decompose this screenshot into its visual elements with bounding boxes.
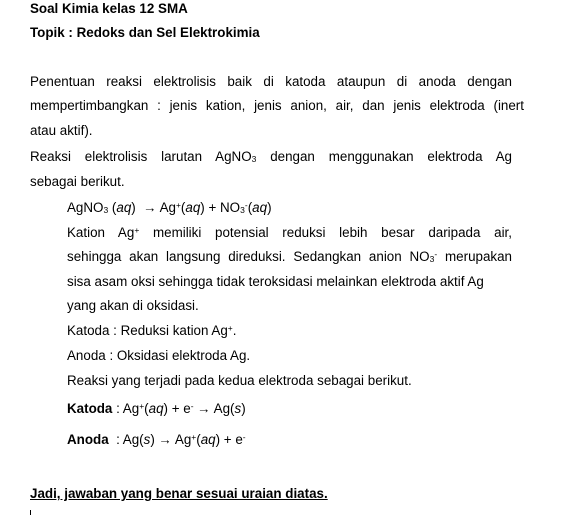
explanation-line-4: yang akan di oksidasi. [67,298,199,313]
intro-line-4: Reaksi elektrolisis larutan AgNO$_3$ dengan menggunakan elektroda Ag [30,149,512,164]
intro-line-1: Penentuan reaksi elektrolisis baik di katoda ataupun di anoda dengan [30,74,512,89]
katoda-label: Katoda [67,401,113,416]
explanation-line-1: Kation Ag+ memiliki potensial reduksi lebih besar daripada air, [67,225,512,240]
katoda-reaction: Katoda : Ag+(aq) + e- → Ag(s) [67,401,246,416]
reaction-intro: Reaksi yang terjadi pada kedua elektroda sebagai berikut. [67,373,412,388]
main-equation: AgNO$_3$ $(aq) \to Ag^+(aq) + NO_3^-(aq)$ [67,200,272,215]
document-title: Soal Kimia kelas 12 SMA [30,1,188,16]
anoda-note: Anoda : Oksidasi elektroda Ag. [67,348,251,363]
anoda-label: Anoda [67,432,109,447]
document-topic: Topik : Redoks dan Sel Elektrokimia [30,25,260,40]
anoda-reaction: Anoda : Ag(s) → Ag+(aq) + e- [67,432,246,447]
explanation-line-3: sisa asam oksi sehingga tidak teroksidasi melainkan elektroda aktif Ag [67,274,484,289]
text-cursor [30,510,31,515]
intro-line-2: mempertimbangkan : jenis kation, jenis anion, air, dan jenis elektroda (inert [30,98,524,113]
conclusion: Jadi, jawaban yang benar sesuai uraian diatas. [30,486,328,501]
explanation-line-2: sehingga akan langsung direduksi. Sedangkan anion $NO_3^-$ merupakan [67,249,513,264]
intro-line-5: sebagai berikut. [30,174,125,189]
katoda-note: Katoda : Reduksi kation Ag+. [67,323,237,338]
intro-line-3: atau aktif). [30,123,93,138]
